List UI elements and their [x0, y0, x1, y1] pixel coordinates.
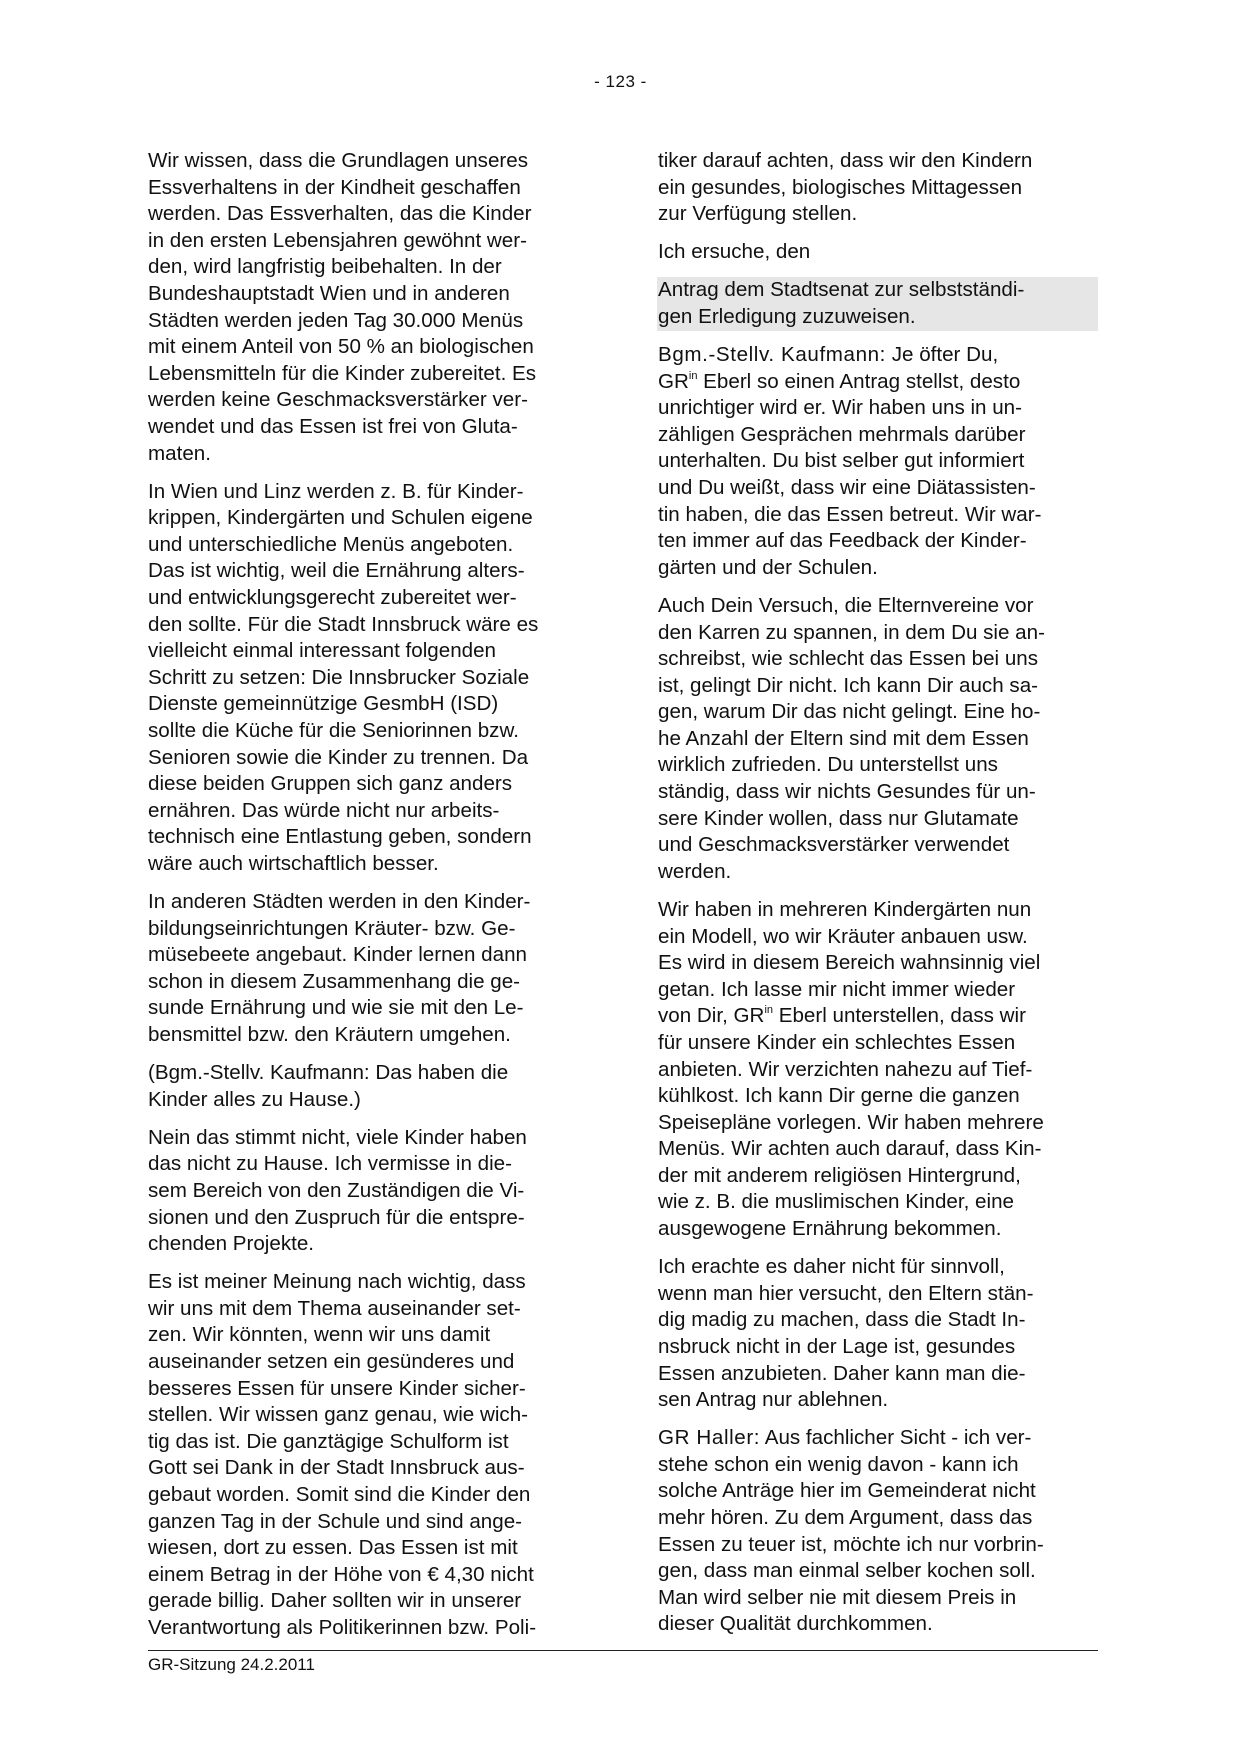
text-line: Gott sei Dank in der Stadt Innsbruck aus- [148, 1456, 525, 1480]
right-paragraph-kaufmann [658, 342, 1098, 581]
left-paragraph-interjection [148, 1060, 580, 1113]
text-line: Es wird in diesem Bereich wahnsinnig viel [658, 951, 1041, 975]
text-line: wendet und das Essen ist frei von Gluta- [148, 414, 518, 438]
text-line: In anderen Städten werden in den Kinder- [148, 890, 531, 914]
text-line: sunde Ernährung und wie sie mit den Le- [148, 996, 524, 1020]
left-column [148, 148, 580, 1653]
text-line: Nein das stimmt nicht, viele Kinder haben [148, 1125, 527, 1149]
text-line: schreibst, wie schlecht das Essen bei uns [658, 647, 1039, 671]
text-line: sere Kinder wollen, dass nur Glutamate [658, 806, 1019, 830]
text-line: tin haben, die das Essen betreut. Wir war- [658, 502, 1042, 526]
paragraph-part [658, 897, 1098, 1003]
text-line: besseres Essen für unsere Kinder sicher- [148, 1376, 526, 1400]
superscript: in [688, 369, 698, 382]
text-line: wiesen, dort zu essen. Das Essen ist mit [148, 1536, 518, 1560]
text-fragment: Eberl so einen Antrag stellst, desto [697, 369, 1021, 393]
text-line: sem Bereich von den Zuständigen die Vi- [148, 1178, 525, 1202]
text-line: gen, warum Dir das nicht gelingt. Eine ho- [658, 700, 1041, 724]
text-line: Man wird selber nie mit diesem Preis in [658, 1585, 1017, 1609]
speaker-name: Bgm.-Stellv. Kaufmann: [658, 343, 886, 367]
text-line: für unsere Kinder ein schlechtes Essen [658, 1030, 1016, 1054]
page-number: - 123 - [594, 72, 647, 91]
text-line: Auch Dein Versuch, die Elternvereine vor [658, 593, 1034, 617]
text-line: getan. Ich lasse mir nicht immer wieder [658, 977, 1016, 1001]
text-line: den, wird langfristig beibehalten. In der [148, 255, 502, 279]
text-line: Das ist wichtig, weil die Ernährung alters- [148, 559, 525, 583]
speaker-name: GR Haller: [658, 1426, 761, 1450]
right-paragraph-1 [658, 148, 1098, 228]
text-line: ausgewogene Ernährung bekommen. [658, 1217, 1002, 1241]
text-line: werden. [658, 859, 732, 883]
text-line: dig madig zu machen, dass die Stadt In- [658, 1308, 1026, 1332]
text-line [658, 1003, 1098, 1030]
right-paragraph-4 [658, 593, 1098, 886]
text-line: wäre auch wirtschaftlich besser. [148, 851, 439, 875]
text-line: Lebensmitteln für die Kinder zubereitet. Es [148, 361, 537, 385]
text-line: gebaut worden. Somit sind die Kinder den [148, 1483, 531, 1506]
paragraph-continuation [658, 395, 1098, 581]
text-line: zur Verfügung stellen. [658, 202, 858, 226]
text-line: der mit anderem religiösen Hintergrund, [658, 1163, 1021, 1187]
text-line: Menüs. Wir achten auch darauf, dass Kin- [658, 1137, 1042, 1161]
text-line: gen, dass man einmal selber kochen soll. [658, 1559, 1036, 1583]
text-line: werden. Das Essverhalten, das die Kinder [148, 202, 532, 226]
text-line: anbieten. Wir verzichten nahezu auf Tief- [658, 1057, 1033, 1081]
left-paragraph-3 [148, 889, 580, 1049]
text-line: he Anzahl der Eltern sind mit dem Essen [658, 726, 1029, 750]
text-line: Verantwortung als Politikerinnen bzw. Poli- [148, 1615, 537, 1639]
text-line: tiker darauf achten, dass wir den Kindern [658, 149, 1033, 172]
right-paragraph-6 [658, 1254, 1098, 1414]
paragraph-part [658, 1030, 1098, 1243]
text-line: nsbruck nicht in der Lage ist, gesundes [658, 1334, 1016, 1358]
text-line: sionen und den Zuspruch für die entspre- [148, 1205, 525, 1229]
text-line: wirklich zufrieden. Du unterstellst uns [658, 753, 998, 777]
text-line: auseinander setzen ein gesünderes und [148, 1350, 515, 1374]
text-line: gärten und der Schulen. [658, 555, 878, 579]
text-line: mit einem Anteil von 50 % an biologischen [148, 335, 534, 359]
text-line: Essverhaltens in der Kindheit geschaffen [148, 175, 521, 199]
text-line [658, 342, 1098, 369]
left-paragraph-2 [148, 479, 580, 878]
paragraph-continuation [658, 1452, 1098, 1638]
text-line: und Geschmacksverstärker verwendet [658, 833, 1010, 857]
text-line: technisch eine Entlastung geben, sondern [148, 825, 532, 849]
text-line: ten immer auf das Feedback der Kinder- [658, 529, 1027, 553]
text-line: zen. Wir könnten, wenn wir uns damit [148, 1323, 491, 1347]
right-paragraph-5 [658, 897, 1098, 1243]
right-paragraph-haller [658, 1425, 1098, 1638]
text-line: den sollte. Für die Stadt Innsbruck wäre es [148, 612, 539, 636]
footer-session-date: GR-Sitzung 24.2.2011 [148, 1655, 315, 1674]
text-line: wenn man hier versucht, den Eltern stän- [658, 1281, 1034, 1305]
text-line: den Karren zu spannen, in dem Du sie an- [658, 620, 1045, 644]
text-fragment: Je öfter Du, [886, 343, 999, 367]
text-line: Bundeshauptstadt Wien und in anderen [148, 281, 510, 305]
text-line: dieser Qualität durchkommen. [658, 1612, 933, 1636]
text-line: und entwicklungsgerecht zubereitet wer- [148, 586, 517, 609]
text-fragment: Eberl unterstellen, dass wir [773, 1004, 1026, 1028]
text-line: Es ist meiner Meinung nach wichtig, dass [148, 1270, 526, 1294]
text-line: Ich erachte es daher nicht für sinnvoll, [658, 1255, 1005, 1279]
text-line: ständig, dass wir nichts Gesundes für un- [658, 780, 1036, 804]
text-line: gerade billig. Daher sollten wir in unserer [148, 1589, 522, 1613]
text-line: Essen zu teuer ist, möchte ich nur vorbrin- [658, 1532, 1044, 1556]
text-line: ein gesundes, biologisches Mittagessen [658, 175, 1023, 199]
text-line: Schritt zu setzen: Die Innsbrucker Soziale [148, 665, 530, 689]
text-line: diese beiden Gruppen sich ganz anders [148, 772, 513, 796]
text-line: ist, gelingt Dir nicht. Ich kann Dir auch sa- [658, 673, 1038, 697]
text-line: Dienste gemeinnützige GesmbH (ISD) [148, 692, 499, 716]
text-line: Ich ersuche, den [658, 240, 811, 264]
text-line: ganzen Tag in der Schule und sind ange- [148, 1509, 523, 1533]
left-paragraph-1 [148, 148, 580, 467]
text-line: zähligen Gesprächen mehrmals darüber [658, 422, 1026, 446]
text-line: Wir haben in mehreren Kindergärten nun [658, 897, 1032, 921]
text-line: stehe schon ein wenig davon - kann ich [658, 1452, 1019, 1476]
text-line: Essen anzubieten. Daher kann man die- [658, 1361, 1026, 1385]
text-line: schon in diesem Zusammenhang die ge- [148, 969, 521, 993]
motion-highlight [657, 277, 1098, 330]
text-line: Städten werden jeden Tag 30.000 Menüs [148, 308, 524, 332]
text-fragment: Aus fachlicher Sicht - ich ver- [760, 1426, 1032, 1450]
text-line: müsebeete angebaut. Kinder lernen dann [148, 943, 527, 967]
text-line: kühlkost. Ich kann Dir gerne die ganzen [658, 1084, 1020, 1108]
text-line: In Wien und Linz werden z. B. für Kinder- [148, 479, 524, 503]
text-line: unterhalten. Du bist selber gut informiert [658, 449, 1025, 473]
text-line: Senioren sowie die Kinder zu trennen. Da [148, 745, 529, 769]
text-line: Antrag dem Stadtsenat zur selbstständi- [658, 278, 1025, 302]
text-line: wir uns mit dem Thema auseinander set- [148, 1296, 521, 1320]
text-line: vielleicht einmal interessant folgenden [148, 639, 497, 663]
text-line [658, 369, 1098, 396]
text-line: das nicht zu Hause. Ich vermisse in die- [148, 1152, 512, 1176]
right-column [658, 148, 1098, 1649]
text-line: krippen, Kindergärten und Schulen eigene [148, 506, 533, 530]
footer-divider [148, 1650, 1098, 1651]
text-line: Kinder alles zu Hause.) [148, 1087, 361, 1111]
text-line: und unterschiedliche Menüs angeboten. [148, 532, 514, 556]
text-line: und Du weißt, dass wir eine Diätassisten- [658, 476, 1036, 500]
text-fragment: GR [658, 369, 689, 393]
text-line: (Bgm.-Stellv. Kaufmann: Das haben die [148, 1061, 509, 1085]
left-paragraph-6 [148, 1269, 580, 1641]
text-line: mehr hören. Zu dem Argument, dass das [658, 1506, 1033, 1529]
text-line: ein Modell, wo wir Kräuter anbauen usw. [658, 924, 1028, 948]
text-line: wie z. B. die muslimischen Kinder, eine [658, 1190, 1014, 1214]
text-line: bildungseinrichtungen Kräuter- bzw. Ge- [148, 916, 516, 940]
text-line: bensmittel bzw. den Kräutern umgehen. [148, 1023, 511, 1046]
text-line: chenden Projekte. [148, 1232, 315, 1256]
text-line: ernähren. Das würde nicht nur arbeits- [148, 798, 500, 822]
text-line: Speisepläne vorlegen. Wir haben mehrere [658, 1110, 1044, 1134]
superscript: in [764, 1004, 773, 1017]
text-line: solche Anträge hier im Gemeinderat nicht [658, 1479, 1036, 1503]
text-line: maten. [148, 441, 211, 465]
text-line: Wir wissen, dass die Grundlagen unseres [148, 149, 529, 172]
text-line: gen Erledigung zuzuweisen. [658, 304, 916, 328]
text-line: sollte die Küche für die Seniorinnen bzw. [148, 718, 519, 742]
text-line: sen Antrag nur ablehnen. [658, 1388, 889, 1412]
text-line: in den ersten Lebensjahren gewöhnt wer- [148, 228, 527, 252]
text-line: stellen. Wir wissen ganz genau, wie wich- [148, 1403, 528, 1427]
text-fragment: von Dir, GR [658, 1004, 765, 1028]
text-line: tig das ist. Die ganztägige Schulform ist [148, 1429, 509, 1453]
right-paragraph-2 [658, 239, 1098, 266]
text-line [658, 1425, 1098, 1452]
text-line: unrichtiger wird er. Wir haben uns in un- [658, 396, 1022, 420]
left-paragraph-5 [148, 1125, 580, 1258]
text-line: einem Betrag in der Höhe von € 4,30 nicht [148, 1562, 534, 1586]
text-line: werden keine Geschmacksverstärker ver- [148, 388, 528, 412]
